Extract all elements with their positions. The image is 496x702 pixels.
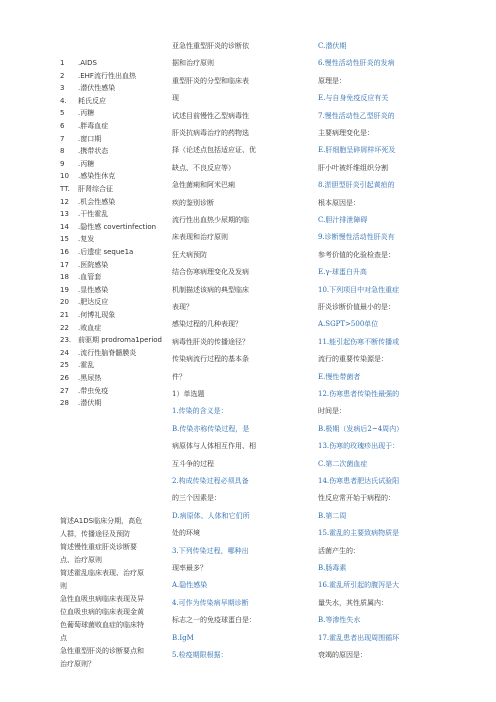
list-item <box>60 71 136 81</box>
list-item-text: .感染性休克 <box>78 172 116 181</box>
question-line: 点、治疗原则 <box>60 556 102 564</box>
list-item-number: 1 <box>60 59 65 67</box>
text-line: B.第二周 <box>318 511 347 520</box>
list-item-number: 19 <box>60 285 69 294</box>
text-line: B.肠毒素 <box>318 564 347 572</box>
list-item <box>60 373 101 383</box>
text-line: 感染过程的几种表现？ <box>172 320 242 329</box>
list-item-number: 15 <box>60 235 69 244</box>
text-line: 12.伤寒患者传染性最强的 <box>318 390 400 398</box>
text-line: 肝小叶被纤维组织分割 <box>318 163 388 172</box>
question-line: 简述A1DS临床分期，高危 <box>60 517 143 525</box>
list-item <box>60 58 97 68</box>
list-item-number: 8 <box>60 147 65 156</box>
text-line: 主要病理变化是： <box>318 129 374 137</box>
text-line: 15.霍乱的主要致病物质是 <box>318 529 400 538</box>
text-line: E.与自身免疫反应有关 <box>318 94 389 103</box>
text-line: 1.传染的含义是： <box>172 407 228 416</box>
text-line: 13.伤寒的玫瑰疹出现于： <box>318 442 400 451</box>
text-line: 11.能引起伤寒不断传播或 <box>318 337 400 346</box>
text-line: 标志之一的免疫球蛋白是： <box>172 616 256 625</box>
question-line: 简述慢性重症肝炎诊断要 <box>60 543 137 551</box>
list-item-text: .显性感染 <box>78 285 109 294</box>
text-line: 时间是： <box>318 407 346 416</box>
text-line: 流行的重要传染源是： <box>318 355 388 364</box>
list-item-text: .潜伏期 <box>78 399 102 408</box>
list-item-text: .医院感染 <box>78 260 109 269</box>
list-item-number: 5 <box>60 109 65 118</box>
question-line: 色葡萄球菌败血症的临床特 <box>60 621 144 629</box>
text-line: 传染病流行过程的基本条 <box>172 355 249 364</box>
list-item-number: 24 <box>60 348 69 357</box>
question-line: 急性血吸虫病临床表现及异 <box>60 595 144 603</box>
text-line: 亚急性重型肝炎的诊断依 <box>172 42 249 50</box>
list-item-number: 3 <box>60 84 65 93</box>
text-line: 16.霍乱所引起的腹泻是大 <box>318 581 400 590</box>
text-line: A.隐性感染 <box>172 581 208 590</box>
list-item-number: 16 <box>60 248 69 256</box>
list-item <box>60 272 101 282</box>
list-item-text: .潜伏性感染 <box>78 84 116 93</box>
list-item-number: 4. <box>60 96 67 105</box>
list-item-number: 13 <box>60 210 69 219</box>
list-item <box>60 184 113 194</box>
text-line: 根本原因是： <box>318 198 360 207</box>
text-line: 3.下列传染过程，哪种出 <box>172 546 249 555</box>
list-item-text: .肥达反应 <box>78 298 109 307</box>
text-line: 1）单选题 <box>172 390 205 398</box>
list-item-number: 7 <box>60 134 65 143</box>
list-item-text: 前驱期 prodroma1period <box>78 336 162 345</box>
list-item <box>60 222 156 232</box>
list-item <box>60 260 108 270</box>
list-item-text: .复发 <box>78 235 95 244</box>
text-line: 件？ <box>172 372 186 381</box>
question-line: 人群，传播途径及预防 <box>60 530 130 538</box>
question-line: 则 <box>60 582 67 590</box>
list-item-text: .败血症 <box>78 323 102 332</box>
question-line: 简述霍乱临床表现、治疗原 <box>60 569 144 577</box>
list-item <box>60 96 106 106</box>
list-item-text: .后遗症 seque1a <box>78 248 134 256</box>
list-item-number: 26 <box>60 374 69 382</box>
list-item-number: 14 <box>60 222 69 231</box>
text-line: 5.检疫期限根据： <box>172 651 228 659</box>
text-line: 肝炎诊断价值最小的是： <box>318 303 395 311</box>
list-item <box>60 171 115 181</box>
list-item-text: .带虫免疫 <box>78 386 109 395</box>
text-line: D.病原体、人体和它们所 <box>172 511 250 520</box>
text-line: C.潜伏期 <box>318 42 347 50</box>
text-line: C.胆汁排泄障碍 <box>318 216 368 224</box>
text-line: 肝炎抗病毒治疗的药物选 <box>172 129 249 137</box>
list-item-text: .何博礼现象 <box>78 311 116 319</box>
text-line: 10.下列项目中对急性重症 <box>318 285 400 294</box>
text-line: E.肝细胞呈碎屑样坏死及 <box>318 146 396 155</box>
list-item-number: 12 <box>60 197 69 206</box>
list-item-number: 22 <box>60 323 69 332</box>
list-item <box>60 310 115 320</box>
text-line: 疾的鉴别诊断 <box>172 198 214 207</box>
list-item <box>60 108 94 118</box>
text-line: 量失水，其性质属内： <box>318 598 388 607</box>
text-line: 8.淤胆型肝炎引起黄疸的 <box>318 181 395 190</box>
text-line: B.等渗性失水 <box>318 616 361 625</box>
list-item-number: 18 <box>60 273 69 282</box>
question-line: 位血吸虫病的临床表现金黄 <box>60 608 144 616</box>
text-line: E.γ-球蛋白升高 <box>318 268 367 277</box>
list-item-text: 耗氏反应 <box>78 96 106 105</box>
text-line: 病原体与人体相互作用、相 <box>172 442 256 451</box>
list-item-text: .丙糖 <box>78 159 95 168</box>
list-item <box>60 323 101 333</box>
question-line: 治疗原则？ <box>60 660 95 668</box>
list-item-text: .霍乱 <box>78 361 95 370</box>
list-item-number: 23. <box>60 336 72 345</box>
text-line: 病毒性肝炎的传播途径？ <box>172 337 249 346</box>
list-item-text: .干性霍乱 <box>78 210 109 219</box>
list-item-number: 27 <box>60 386 69 395</box>
text-line: 4.可作为传染病早期诊断 <box>172 598 249 607</box>
text-line: 急性菌痢和阿米巴痢 <box>172 181 235 190</box>
list-item-number: 10 <box>60 172 69 181</box>
text-line: 表现？ <box>172 303 193 311</box>
text-line: 床表现和治疗原则 <box>172 233 228 242</box>
list-item <box>60 360 94 370</box>
list-item-text: .血管套 <box>78 273 102 282</box>
text-line: 衰竭的原因是： <box>318 651 367 659</box>
list-item <box>60 386 108 396</box>
text-line: B.极期（发病后2~4周内） <box>318 424 404 433</box>
list-item-text: 肝肾综合征 <box>78 185 113 193</box>
list-item-text: .丙糖 <box>78 109 95 118</box>
text-line: 狂犬病预防 <box>172 250 207 259</box>
text-line: 9.诊断慢性活动性肝炎有 <box>318 233 395 242</box>
list-item-text: .EHF流行性出血热 <box>78 71 136 80</box>
text-line: 14.伤寒患者肥达氏试验阳 <box>318 477 400 485</box>
text-line: 处的环境 <box>172 529 200 538</box>
list-item <box>60 121 108 131</box>
text-line: 择（论述点包括适应证、优 <box>172 146 256 155</box>
text-line: 机制描述该病的典型临床 <box>172 285 249 294</box>
list-item <box>60 398 101 408</box>
list-item-number: 17 <box>60 260 69 269</box>
list-item <box>60 348 136 358</box>
list-item-text: .窗口期 <box>78 134 102 143</box>
list-item-text: .AIDS <box>78 59 97 67</box>
list-item <box>60 159 94 169</box>
text-line: 2.构成传染过程必须具备 <box>172 477 249 485</box>
text-line: 流行性出血热少尿期的临 <box>172 216 249 224</box>
list-item-number: TT. <box>60 185 70 193</box>
text-line: E.慢性带菌者 <box>318 372 361 381</box>
text-line: 17.霍乱患者出现周围循环 <box>318 633 400 642</box>
list-item <box>60 134 101 144</box>
list-item <box>60 146 108 156</box>
list-item-number: 2 <box>60 71 65 80</box>
list-item-text: .携带状态 <box>78 147 109 156</box>
text-line: 现率最多？ <box>172 564 207 572</box>
text-line: 互斗争的过程 <box>172 459 214 468</box>
list-item <box>60 234 94 244</box>
list-item-number: 21 <box>60 311 69 319</box>
list-item-text: .流行性脑脊髓膜炎 <box>78 348 137 357</box>
text-line: 6.慢性活动性肝炎的发病 <box>318 59 395 68</box>
list-item-text: .机会性感染 <box>78 197 116 206</box>
list-item <box>60 285 108 295</box>
list-item-number: 25 <box>60 361 69 370</box>
list-item <box>60 247 133 257</box>
list-item-text: .隐性感 covertinfection <box>78 222 157 231</box>
text-line: 重型肝炎的分型和临床表 <box>172 76 249 85</box>
list-item-number: 20 <box>60 298 69 307</box>
list-item <box>60 297 108 307</box>
list-item <box>60 209 108 219</box>
text-line: 现 <box>172 94 179 103</box>
list-item-text: .黑尿热 <box>78 374 102 382</box>
question-line: 急性重型肝炎的诊断要点和 <box>60 647 144 655</box>
list-item-number: 9 <box>60 159 65 168</box>
text-line: 7.慢性活动性乙型肝炎的 <box>318 111 395 120</box>
text-line: 原理是： <box>318 76 346 85</box>
text-line: 性反应常开始于病程的： <box>318 494 395 503</box>
text-line: A.SGPT>500单位 <box>318 320 379 329</box>
text-line: 据和治疗原则 <box>172 59 214 68</box>
text-line: 活菌产生的： <box>318 546 360 555</box>
text-line: B.IgM <box>172 633 194 642</box>
text-line: 试述目前慢性乙型病毒性 <box>172 111 249 120</box>
list-item-number: 28 <box>60 399 69 408</box>
text-line: C.第二次菌血症 <box>318 459 368 468</box>
text-line: B.传染亦称传染过程，是 <box>172 424 250 433</box>
list-item <box>60 197 115 207</box>
question-line: 点 <box>60 634 67 642</box>
text-line: 缺点、不良反应等） <box>172 163 235 172</box>
text-line: 的三个因素是： <box>172 494 221 503</box>
list-item-number: 6 <box>60 122 65 130</box>
text-line: 结合伤寒病理变化及发病 <box>172 268 249 277</box>
list-item <box>60 83 115 93</box>
list-item-text: .胖毒血症 <box>78 122 109 130</box>
text-line: 参考价值的化验检查是： <box>318 250 395 259</box>
list-item <box>60 335 162 345</box>
